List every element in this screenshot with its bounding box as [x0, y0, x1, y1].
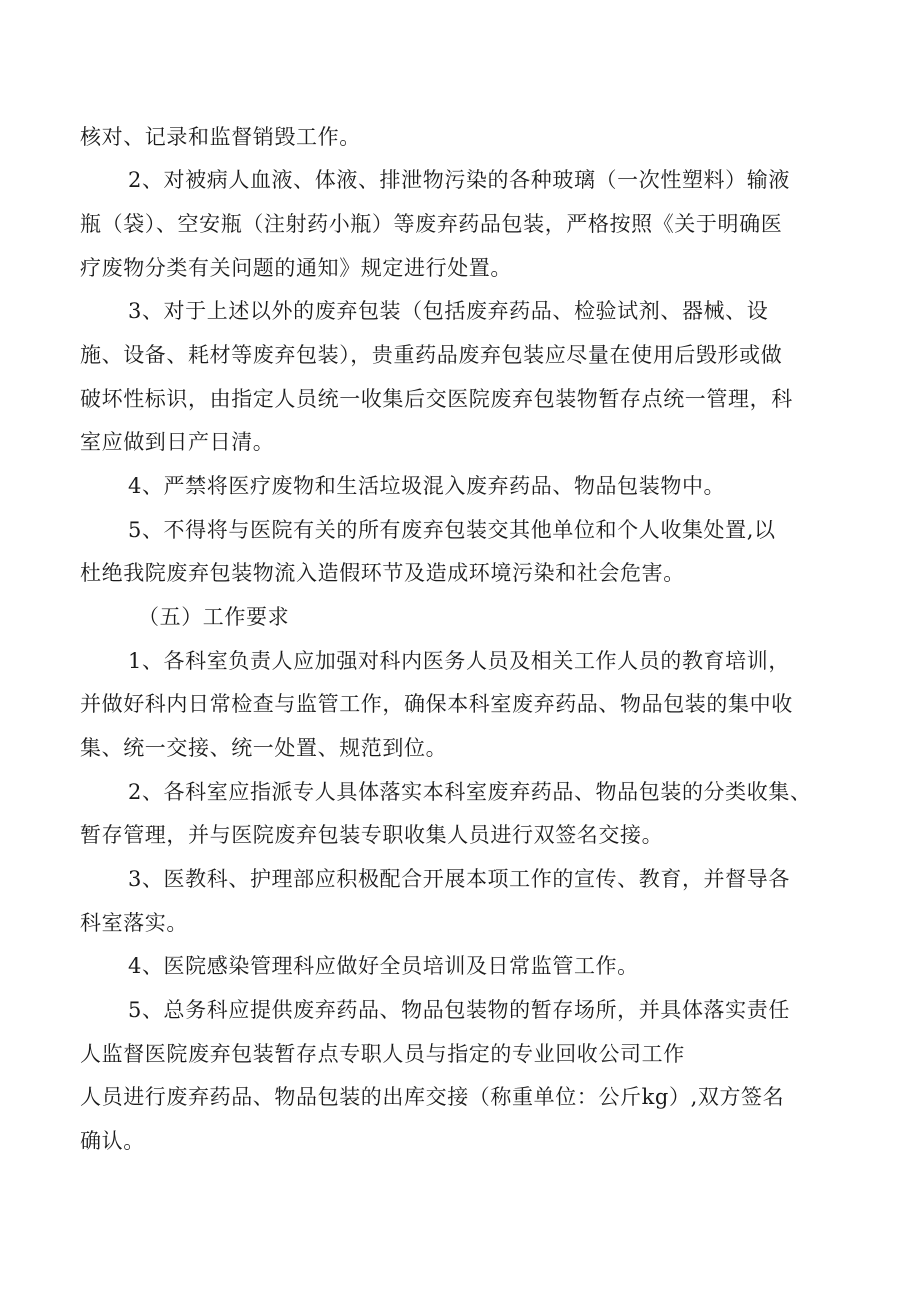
text-line: 4、严禁将医疗废物和生活垃圾混入废弃药品、物品包装物中。	[128, 474, 726, 498]
text-line: 杜绝我院废弃包装物流入造假环节及造成环境污染和社会危害。	[80, 561, 685, 585]
text-line: 5、不得将与医院有关的所有废弃包装交其他单位和个人收集处置,以	[128, 518, 776, 542]
text-line: 疗废物分类有关问题的通知》规定进行处置。	[80, 256, 512, 280]
text-line: 人监督医院废弃包装暂存点专职人员与指定的专业回收公司工作	[80, 1042, 685, 1066]
text-line: 2、对被病人血液、体液、排泄物污染的各种玻璃（一次性塑料）输液	[128, 168, 790, 192]
text-line: 瓶（袋）、空安瓶（注射药小瓶）等废弃药品包装，严格按照《关于明确医	[80, 212, 783, 236]
text-line: 5、总务科应提供废弃药品、物品包装物的暂存场所，并具体落实责任	[128, 998, 790, 1022]
text-line: 集、统一交接、统一处置、规范到位。	[80, 736, 448, 760]
section-heading: （五）工作要求	[138, 605, 290, 629]
text-line: 2、各科室应指派专人具体落实本科室废弃药品、物品包装的分类收集、	[128, 780, 812, 804]
text-line: 破坏性标识，由指定人员统一收集后交医院废弃包装物暂存点统一管理，科	[80, 387, 793, 411]
text-line: 施、设备、耗材等废弃包装），贵重药品废弃包装应尽量在使用后毁形或做	[80, 343, 783, 367]
text-line: 4、医院感染管理科应做好全员培训及日常监管工作。	[128, 954, 639, 978]
text-line: 核对、记录和监督销毁工作。	[80, 125, 361, 149]
text-line: 3、医教科、护理部应积极配合开展本项工作的宣传、教育，并督导各	[128, 867, 790, 891]
text-line: 暂存管理，并与医院废弃包装专职收集人员进行双签名交接。	[80, 823, 664, 847]
text-line: 人员进行废弃药品、物品包装的出库交接（称重单位：公斤kg）,双方签名	[80, 1085, 785, 1109]
text-line: 3、对于上述以外的废弃包装（包括废弃药品、检验试剂、器械、设	[128, 299, 769, 323]
text-line: 科室落实。	[80, 911, 188, 935]
text-line: 并做好科内日常检查与监管工作，确保本科室废弃药品、物品包装的集中收	[80, 692, 793, 716]
text-line: 室应做到日产日清。	[80, 430, 275, 454]
text-line: 确认。	[80, 1129, 145, 1153]
text-line: 1、各科室负责人应加强对科内医务人员及相关工作人员的教育培训，	[128, 649, 790, 673]
